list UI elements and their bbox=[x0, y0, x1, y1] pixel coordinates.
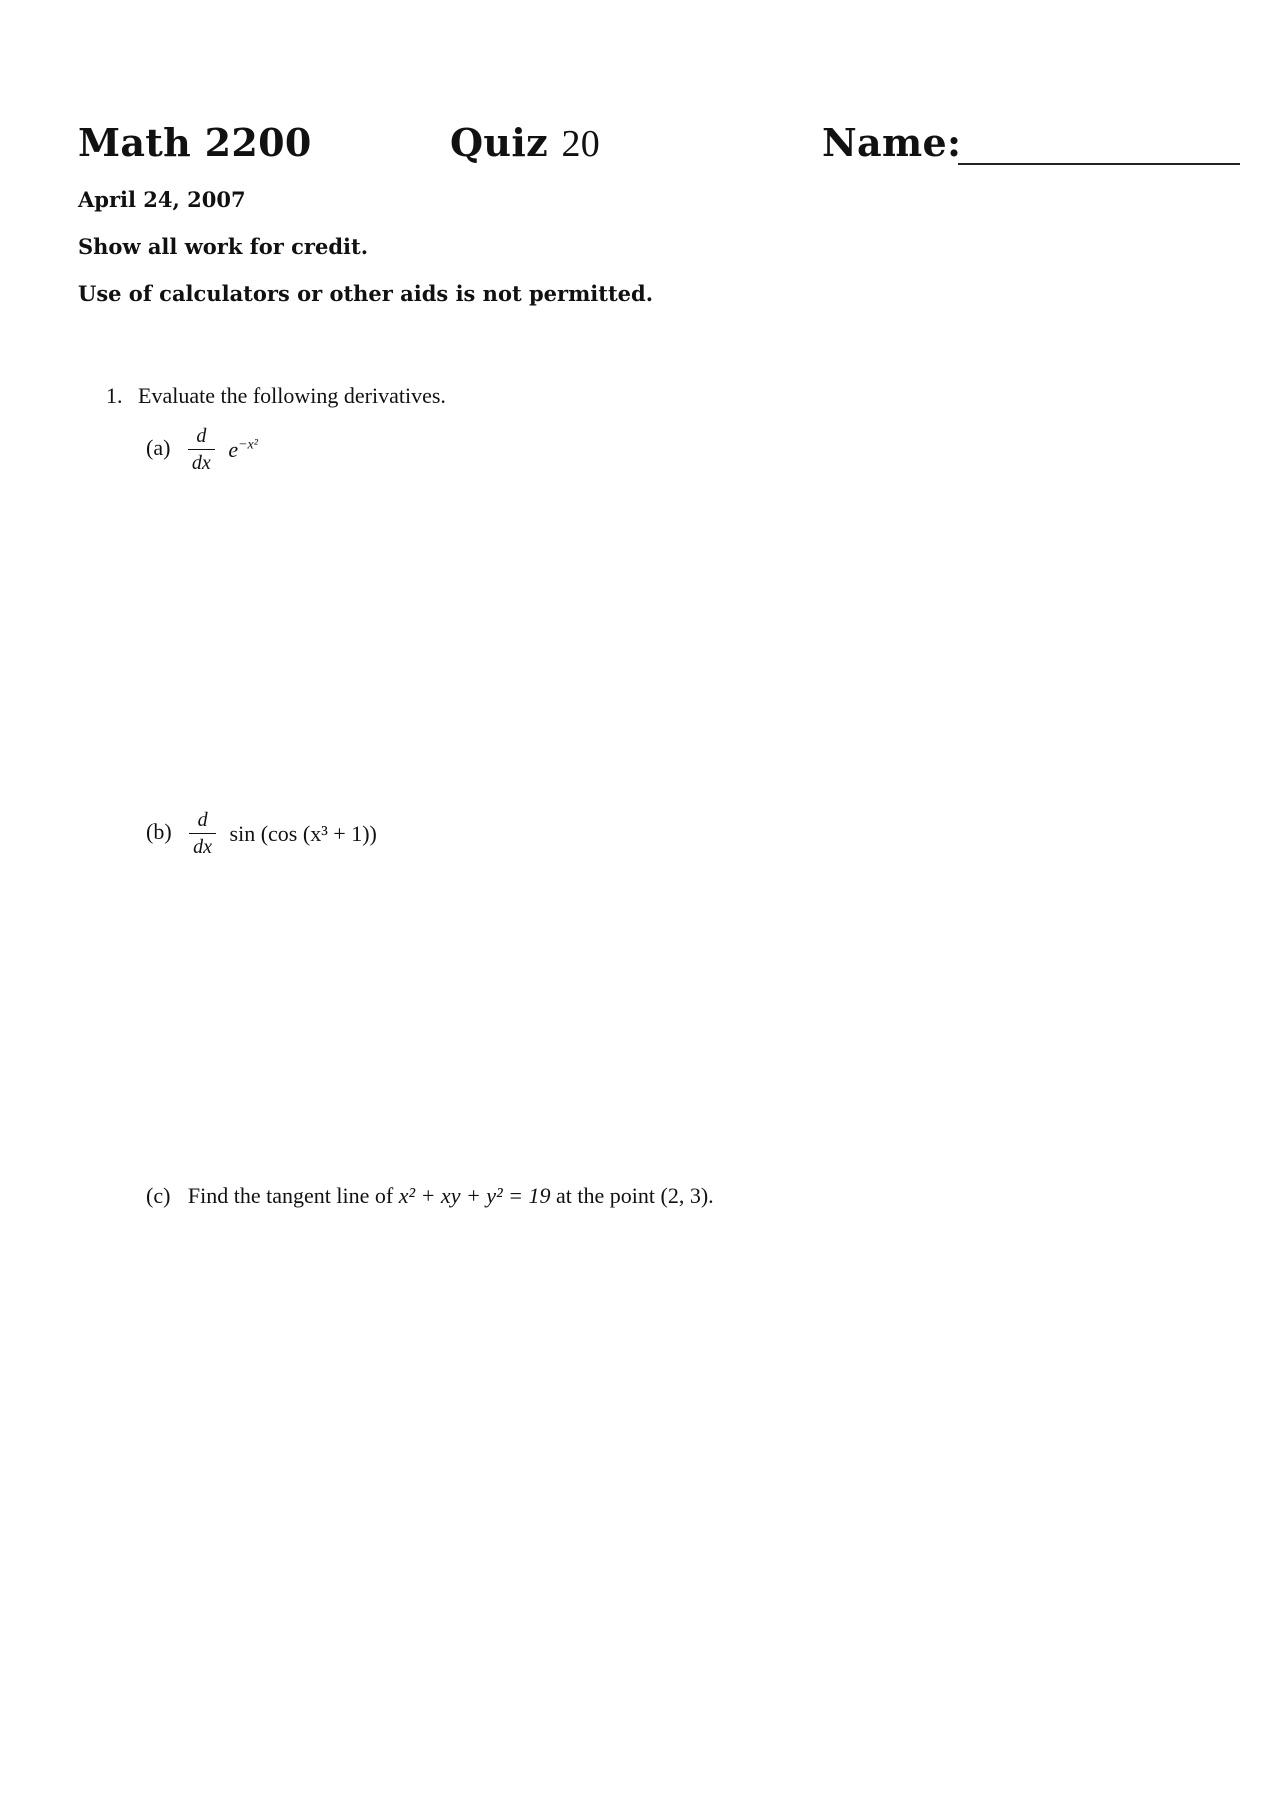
part-a-label: (a) bbox=[146, 434, 171, 460]
part-a bbox=[146, 426, 258, 473]
question-prompt: Evaluate the following derivatives. bbox=[138, 383, 446, 408]
part-b-expression: sin (cos (x³ + 1)) bbox=[229, 820, 377, 846]
deriv-denominator: dx bbox=[193, 836, 213, 858]
instruction-no-calculators: Use of calculators or other aids is not permitted. bbox=[78, 281, 654, 306]
exp-base: e bbox=[228, 436, 239, 462]
name-label: Name: bbox=[822, 120, 962, 165]
quiz-date: April 24, 2007 bbox=[78, 187, 246, 212]
part-c-text-after: at the point (2, 3). bbox=[556, 1183, 714, 1208]
part-c-text-before: Find the tangent line of bbox=[187, 1183, 394, 1208]
part-c-label: (c) bbox=[146, 1183, 171, 1208]
exp-exponent: −x² bbox=[238, 437, 258, 453]
question-number: 1. bbox=[106, 383, 123, 408]
deriv-numerator: d bbox=[196, 425, 207, 447]
part-a-expression bbox=[228, 437, 258, 463]
deriv-numerator: d bbox=[197, 809, 208, 831]
quiz-title bbox=[450, 120, 600, 166]
derivative-operator bbox=[188, 426, 215, 473]
part-c-equation: x² + xy + y² = 19 bbox=[398, 1183, 551, 1208]
part-c bbox=[146, 1183, 714, 1209]
quiz-number: 20 bbox=[561, 123, 601, 165]
part-b bbox=[146, 810, 377, 857]
course-title: Math 2200 bbox=[78, 120, 312, 165]
name-blank-line bbox=[958, 163, 1240, 165]
deriv-denominator: dx bbox=[191, 452, 211, 474]
part-b-label: (b) bbox=[146, 818, 172, 844]
question-1 bbox=[106, 383, 446, 409]
derivative-operator bbox=[189, 810, 216, 857]
quiz-label: Quiz bbox=[450, 120, 548, 165]
instruction-show-work: Show all work for credit. bbox=[78, 234, 369, 259]
